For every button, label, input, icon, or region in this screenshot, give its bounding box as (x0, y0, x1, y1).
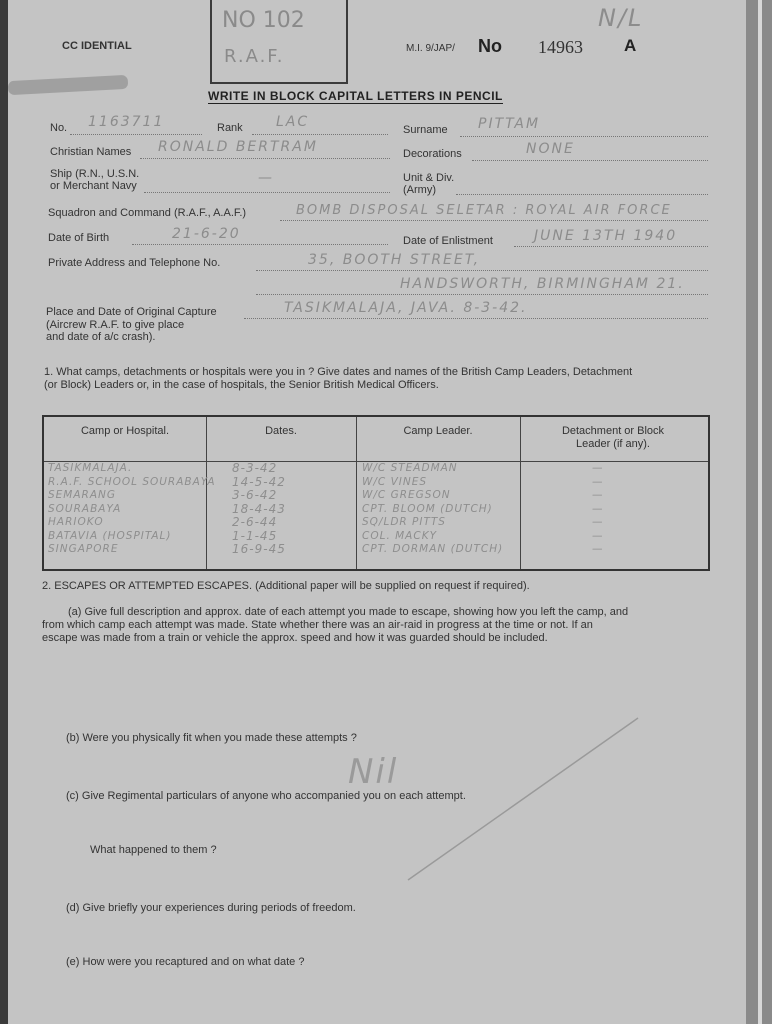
header-camp: Camp or Hospital. (80, 425, 170, 437)
form-suffix: A (624, 36, 637, 55)
question-2-heading: 2. ESCAPES OR ATTEMPTED ESCAPES. (Additional paper will be supplied on request if required). (42, 580, 530, 592)
christian-names-label: Christian Names (50, 146, 132, 158)
file-edge-highlight (758, 0, 762, 1024)
address-line1: 35, BOOTH STREET, (308, 252, 481, 268)
no-value: 1163711 (88, 114, 165, 130)
pencil-cross-line (388, 700, 648, 900)
decorations-value: NONE (526, 141, 575, 157)
rank-label: Rank (217, 122, 243, 134)
question-2a: (a) Give full description and approx. date of each attempt you made to escape, showing how you left the camp, and from which camp each attempt was made. State whether there was an air-raid in progress at the time or not. If an escape was made from a train or vehicle the approx. speed and how it was guarded should be included. (42, 606, 629, 644)
dob-label: Date of Birth (48, 232, 110, 244)
ship-label: Ship (R.N., U.S.N. or Merchant Navy (50, 168, 140, 192)
stamp-number: NO 102 (222, 8, 305, 33)
nil-pencil-mark: Nil (348, 752, 399, 792)
detachment-column: — — — — — — — (592, 462, 604, 555)
dob-value: 21-6-20 (172, 226, 241, 242)
surname-value: PITTAM (478, 116, 541, 132)
capture-label: Place and Date of Original Capture (Aircrew R.A.F. to give place and date of a/c crash). (46, 306, 217, 343)
address-line2: HANDSWORTH, BIRMINGHAM 21. (400, 276, 685, 292)
question-2c: (c) Give Regimental particulars of anyone who accompanied you on each attempt. (66, 790, 466, 802)
header-detachment: Detachment or Block Leader (if any). (561, 425, 665, 450)
question-2e: (e) How were you recaptured and on what date ? (66, 956, 305, 968)
question-2c-followup: What happened to them ? (90, 844, 217, 856)
header-dates: Dates. (265, 425, 297, 437)
capture-value: TASIKMALAJA, JAVA. 8-3-42. (284, 300, 528, 316)
document-page (8, 0, 746, 1024)
corner-pencil-mark: N/L (598, 4, 644, 32)
stamp-raf: R.A.F. (224, 46, 285, 67)
dates-column: 8-3-42 14-5-42 3-6-42 18-4-43 2-6-44 1-1-45 16-9-45 (232, 461, 286, 556)
squadron-value: BOMB DISPOSAL SELETAR : ROYAL AIR FORCE (296, 203, 672, 218)
enlistment-label: Date of Enlistment (403, 235, 493, 247)
header-leader: Camp Leader. (403, 425, 473, 437)
camp-column: TASIKMALAJA. R.A.F. SCHOOL SOURABAYA SEMARANG SOURABAYA HARIOKO BATAVIA (HOSPITAL) SINGAPORE (48, 462, 216, 555)
form-number: 14963 (538, 37, 583, 57)
rank-value: LAC (276, 114, 310, 130)
no-label: No. (50, 122, 68, 134)
address-label: Private Address and Telephone No. (48, 257, 221, 269)
form-instruction-title: WRITE IN BLOCK CAPITAL LETTERS IN PENCIL (208, 89, 503, 103)
surname-label: Surname (403, 124, 448, 136)
reference-prefix: M.I. 9/JAP/ (406, 43, 455, 54)
ship-value: — (258, 170, 274, 186)
squadron-label: Squadron and Command (R.A.F., A.A.F.) (48, 207, 247, 219)
enlistment-value: JUNE 13TH 1940 (534, 228, 678, 244)
binding-string (8, 75, 129, 95)
question-2d: (d) Give briefly your experiences during periods of freedom. (66, 902, 356, 914)
number-label: No (478, 36, 502, 56)
registry-stamp (210, 0, 348, 84)
confidential-label: CC IDENTIAL (62, 40, 132, 52)
leader-column: W/C STEADMAN W/C VINES W/C GREGSON CPT. BLOOM (DUTCH) SQ/LDR PITTS COL. MACKY CPT. DORMAN (DUTCH) (362, 462, 504, 555)
question-2b: (b) Were you physically fit when you made these attempts ? (66, 732, 357, 744)
question-1: 1. What camps, detachments or hospitals were you in ? Give dates and names of the British Camp Leaders, Detachment (or Block) Leaders or, in the case of hospitals, the Senior British Medical Officers. (44, 366, 633, 391)
unit-label: Unit & Div. (Army) (403, 172, 455, 196)
camps-table (42, 415, 710, 571)
decorations-label: Decorations (403, 148, 462, 160)
christian-names-value: RONALD BERTRAM (158, 139, 318, 155)
